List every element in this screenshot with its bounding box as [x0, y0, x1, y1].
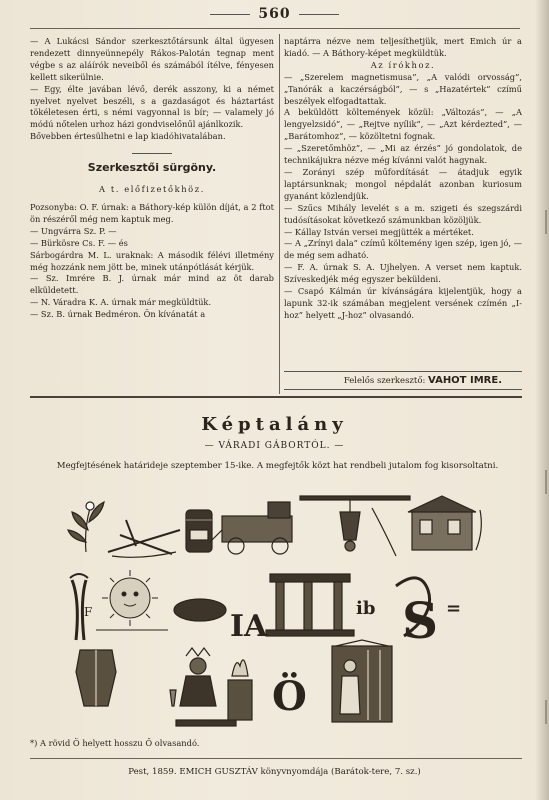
paragraph: — Ungvárra Sz. P. — [30, 225, 117, 236]
paragraph: — F. A. úrnak S. A. Ujhelyen. A verset nem kaptuk. Szíveskedjék még egyszer beküldeni. [284, 262, 522, 285]
sun-icon [96, 570, 168, 630]
egg-icon [174, 599, 226, 621]
section-subtitle: Az írókhoz. [370, 59, 436, 70]
paragraph: Sárbogárdra M. L. uraknak: A második félévi illetmény még hozzánk nem jött be, minek utánpótlását kérjük. [30, 249, 274, 272]
rebus-equals: = [446, 598, 462, 619]
kneeling-jester-icon [170, 648, 236, 726]
barrel-icon [186, 510, 212, 552]
rebus-letters-ib: ib [356, 598, 376, 619]
rebus-note: Megfejtésének határideje szeptember 15-ike. A megfejtők közt hat rendbeli jutalom fog kisorsoltatni. [56, 461, 499, 471]
paragraph: — „Szeretőmhöz”, — „Mi az érzés” jó gondolatok, de technikájukra nézve még kívánni valót hagynak. [284, 143, 522, 166]
paragraph: Pozsonyba: O. F. úrnak: a Báthory-kép külön díját, a 2 ftot ön részéről még nem kaptuk meg. [30, 201, 274, 224]
house-icon [408, 496, 481, 550]
pavilion-icon [266, 574, 354, 636]
left-column [30, 36, 274, 321]
signature-name: VAHOT IMRE. [428, 375, 502, 386]
page-edge-mark [545, 210, 547, 234]
rebus-letter-f: F [84, 605, 93, 619]
section-separator [30, 396, 522, 398]
paragraph: — Zorányi szép műfordítását — átadjuk egyik laptársunknak; mongol népdalát azonban kuriosum gyanánt közlendjük. [284, 166, 522, 201]
paragraph: naptárra nézve nem teljesíthetjük, mert Emich úr a kiadó. — A Báthory-képet megküldtük. [284, 36, 522, 58]
page-number: 560 [258, 6, 291, 22]
column-divider [279, 34, 280, 394]
paragraph: — Egy, élte javában lévő, derék asszony, ki a német nyelvet nyelvet beszéli, s a gazdaságot és háztartást tökéletesen érti, s némi vagyonnal is bír; — valamely jó módú nőtelen urhoz házi gondviselőnűl ajánlkozik. [30, 83, 274, 130]
editor-signature [284, 371, 522, 390]
section-subtitle: A t. előfizetőkhöz. [99, 184, 205, 195]
footer-rule [30, 758, 522, 759]
rebus-footnote: *) A rövid Ö helyett hosszu Ő olvasandó. [30, 738, 200, 748]
header-rule [30, 28, 520, 29]
paragraph: — Bürkösre Cs. F. — és [30, 237, 128, 248]
paragraph: — Sz. B. úrnak Bedméron. Ön kívánatát a [30, 309, 206, 320]
plow-icon [108, 520, 180, 557]
rebus-letter-o: Ö [272, 673, 307, 720]
paragraph: — A Lukácsi Sándor szerkesztőtársunk által ügyesen rendezett dinnyeünnepély Rákos-Palotán tegnap ment végbe s az aláírók neveiből és számából ítélve, fényesen kellett sikerülnie. [30, 36, 274, 82]
paragraph: — N. Váradra K. A. úrnak már megküldtük. [30, 297, 212, 308]
paragraph: — „Szerelem magnetismusa”, „A valódi orvosság”, „Tanórák a kaczérságból”, — s „Hazatértek” czímű beszélyek elfogadtattak. [284, 71, 522, 106]
altar-fire-icon [228, 660, 252, 720]
priest-figure-icon [332, 640, 392, 722]
printer-imprint: Pest, 1859. EMICH GUSZTÁV könyvnyomdája (Barátok-tere, 7. sz.) [128, 767, 421, 777]
signature-label: Felelős szerkesztő: [343, 376, 426, 386]
cart-icon [210, 502, 292, 554]
rebus-title: Képtalány [201, 414, 348, 435]
paragraph: Bővebben értesülhetni e lap kiadóhivatalában. [30, 131, 226, 142]
rebus-letter-s: S [402, 591, 439, 650]
paragraph: — Sz. Imrére B. J. úrnak már mind az öt darab elküldetett. [30, 273, 274, 296]
plant-icon [68, 502, 104, 552]
paragraph: — A „Zrínyi dala” czímű költemény igen szép, igen jó, — de még sem adható. [284, 238, 522, 261]
section-title: Szerkesztői sürgöny. [87, 161, 217, 175]
paragraph: A beküldött költemények közül: „Változás”, — „A lengyelzsidó”, — „Rejtve nyílik”, — „Azt kérdezted”, — „Barátomhoz”, — közöltetni fognak. [284, 107, 522, 142]
page-number-header [0, 6, 549, 22]
right-column [284, 36, 522, 322]
hanging-figure-icon [300, 496, 410, 556]
rebus-author: — VÁRADI GÁBORTÓL. — [204, 441, 345, 451]
rebus-puzzle [0, 490, 549, 740]
armor-icon [76, 650, 116, 706]
paragraph: — Kállay István versei megjütték a mértéket. [284, 226, 474, 237]
rebus-letters-ia: IA [230, 609, 268, 644]
paragraph: — Szűcs Mihály levelét s a m. szigeti és szegszárdi tudósításokat következő számunkban közöljük. [284, 202, 522, 225]
ornament-rule [132, 153, 172, 154]
paragraph: — Csapó Kálmán úr kívánságára kijelentjük, hogy a lapunk 32-ik számában megjelent versének czímén „I-hoz” helyett „J-hoz” olvasandó. [284, 286, 522, 320]
